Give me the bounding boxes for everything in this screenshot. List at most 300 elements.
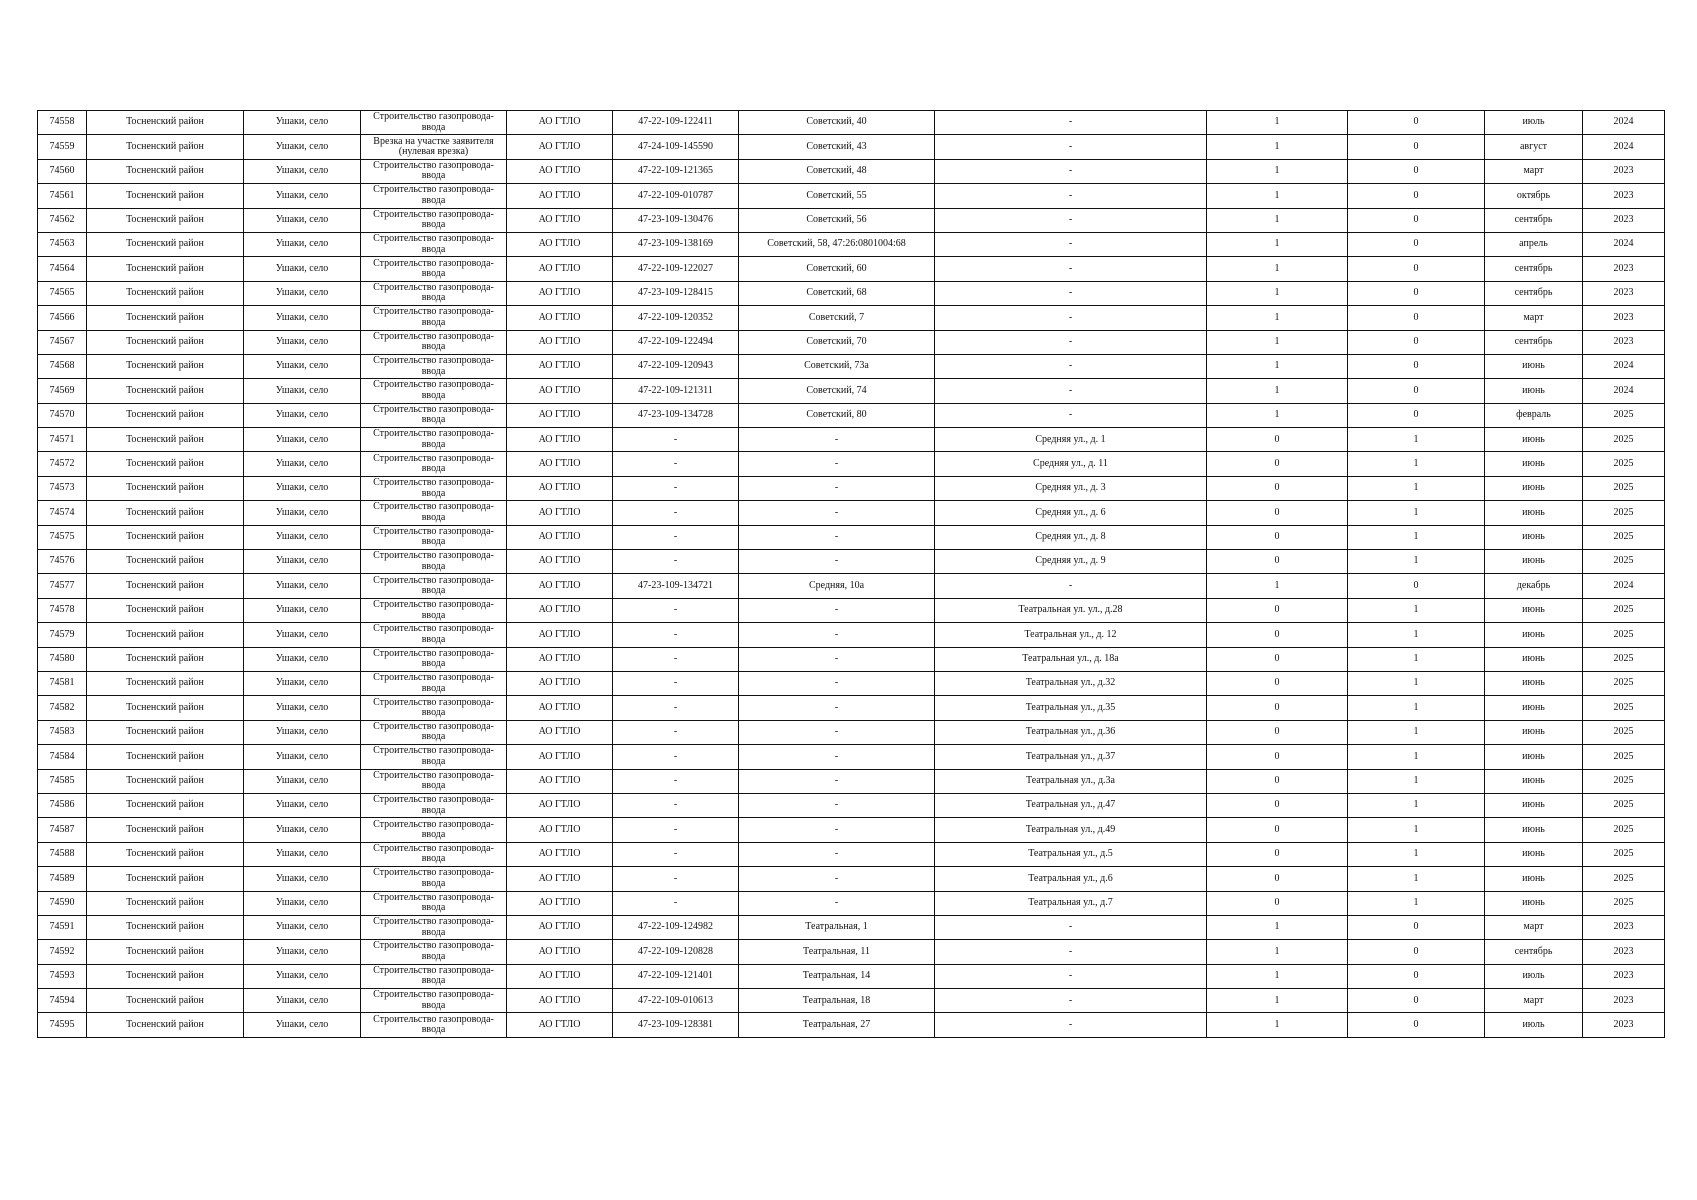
table-row	[38, 135, 1665, 159]
cell-locality: Ушаки, село	[244, 428, 361, 452]
cell-contract-number: -	[613, 842, 739, 866]
cell-locality: Ушаки, село	[244, 671, 361, 695]
cell-contract-number: -	[613, 720, 739, 744]
cell-organization: АО ГТЛО	[507, 428, 613, 452]
cell-month: июнь	[1485, 769, 1583, 793]
cell-locality: Ушаки, село	[244, 696, 361, 720]
cell-planned-address: Средняя ул., д. 11	[935, 452, 1207, 476]
cell-flag-b: 0	[1348, 184, 1485, 208]
cell-flag-b: 0	[1348, 306, 1485, 330]
cell-flag-b: 0	[1348, 111, 1485, 135]
cell-month: июнь	[1485, 598, 1583, 622]
cell-planned-address: Театральная ул., д.49	[935, 818, 1207, 842]
cell-locality: Ушаки, село	[244, 306, 361, 330]
table-row	[38, 354, 1665, 378]
cell-object-address: -	[739, 720, 935, 744]
cell-flag-a: 0	[1207, 428, 1348, 452]
cell-year: 2025	[1583, 793, 1665, 817]
cell-work-type: Строительство газопровода-ввода	[361, 501, 507, 525]
cell-locality: Ушаки, село	[244, 598, 361, 622]
cell-planned-address: -	[935, 257, 1207, 281]
cell-row-number: 74567	[38, 330, 87, 354]
cell-flag-a: 1	[1207, 989, 1348, 1013]
cell-flag-a: 0	[1207, 769, 1348, 793]
cell-locality: Ушаки, село	[244, 330, 361, 354]
cell-row-number: 74570	[38, 403, 87, 427]
cell-locality: Ушаки, село	[244, 940, 361, 964]
cell-contract-number: -	[613, 428, 739, 452]
table-row	[38, 428, 1665, 452]
cell-year: 2025	[1583, 623, 1665, 647]
cell-organization: АО ГТЛО	[507, 574, 613, 598]
cell-planned-address: -	[935, 940, 1207, 964]
cell-month: апрель	[1485, 232, 1583, 256]
cell-contract-number: 47-23-109-130476	[613, 208, 739, 232]
cell-work-type: Строительство газопровода-ввода	[361, 915, 507, 939]
cell-object-address: Советский, 73а	[739, 354, 935, 378]
cell-planned-address: Средняя ул., д. 8	[935, 525, 1207, 549]
cell-locality: Ушаки, село	[244, 769, 361, 793]
cell-locality: Ушаки, село	[244, 623, 361, 647]
cell-month: март	[1485, 989, 1583, 1013]
cell-contract-number: 47-22-109-122027	[613, 257, 739, 281]
cell-district: Тосненский район	[87, 647, 244, 671]
cell-flag-b: 0	[1348, 354, 1485, 378]
cell-year: 2025	[1583, 501, 1665, 525]
cell-organization: АО ГТЛО	[507, 232, 613, 256]
cell-planned-address: Театральная ул., д.6	[935, 867, 1207, 891]
cell-locality: Ушаки, село	[244, 379, 361, 403]
cell-row-number: 74574	[38, 501, 87, 525]
cell-flag-a: 1	[1207, 208, 1348, 232]
cell-organization: АО ГТЛО	[507, 257, 613, 281]
cell-year: 2023	[1583, 159, 1665, 183]
cell-work-type: Строительство газопровода-ввода	[361, 476, 507, 500]
table-row	[38, 720, 1665, 744]
cell-flag-a: 0	[1207, 452, 1348, 476]
cell-planned-address: -	[935, 184, 1207, 208]
cell-planned-address: -	[935, 354, 1207, 378]
cell-work-type: Строительство газопровода-ввода	[361, 379, 507, 403]
cell-work-type: Строительство газопровода-ввода	[361, 403, 507, 427]
cell-object-address: -	[739, 769, 935, 793]
cell-contract-number: 47-22-109-121401	[613, 964, 739, 988]
cell-month: июнь	[1485, 745, 1583, 769]
cell-planned-address: Театральная ул., д.32	[935, 671, 1207, 695]
cell-flag-b: 1	[1348, 501, 1485, 525]
cell-object-address: Средняя, 10а	[739, 574, 935, 598]
cell-month: сентябрь	[1485, 208, 1583, 232]
cell-work-type: Строительство газопровода-ввода	[361, 159, 507, 183]
cell-organization: АО ГТЛО	[507, 989, 613, 1013]
cell-organization: АО ГТЛО	[507, 159, 613, 183]
cell-object-address: Советский, 68	[739, 281, 935, 305]
cell-work-type: Строительство газопровода-ввода	[361, 745, 507, 769]
cell-contract-number: -	[613, 525, 739, 549]
cell-contract-number: -	[613, 550, 739, 574]
cell-locality: Ушаки, село	[244, 964, 361, 988]
cell-contract-number: 47-22-109-124982	[613, 915, 739, 939]
cell-district: Тосненский район	[87, 598, 244, 622]
cell-locality: Ушаки, село	[244, 476, 361, 500]
cell-row-number: 74558	[38, 111, 87, 135]
cell-object-address: -	[739, 501, 935, 525]
table-row	[38, 330, 1665, 354]
cell-row-number: 74575	[38, 525, 87, 549]
cell-month: июнь	[1485, 696, 1583, 720]
cell-contract-number: 47-22-109-122411	[613, 111, 739, 135]
cell-organization: АО ГТЛО	[507, 281, 613, 305]
cell-object-address: Советский, 60	[739, 257, 935, 281]
cell-object-address: Театральная, 18	[739, 989, 935, 1013]
cell-locality: Ушаки, село	[244, 793, 361, 817]
cell-organization: АО ГТЛО	[507, 403, 613, 427]
cell-work-type: Строительство газопровода-ввода	[361, 354, 507, 378]
cell-locality: Ушаки, село	[244, 818, 361, 842]
cell-work-type: Строительство газопровода-ввода	[361, 306, 507, 330]
cell-flag-b: 0	[1348, 281, 1485, 305]
cell-row-number: 74580	[38, 647, 87, 671]
cell-district: Тосненский район	[87, 964, 244, 988]
cell-object-address: -	[739, 550, 935, 574]
cell-work-type: Строительство газопровода-ввода	[361, 574, 507, 598]
cell-month: март	[1485, 915, 1583, 939]
cell-locality: Ушаки, село	[244, 891, 361, 915]
cell-district: Тосненский район	[87, 793, 244, 817]
cell-flag-a: 1	[1207, 111, 1348, 135]
cell-month: сентябрь	[1485, 940, 1583, 964]
cell-flag-b: 1	[1348, 647, 1485, 671]
cell-planned-address: -	[935, 574, 1207, 598]
cell-flag-b: 1	[1348, 891, 1485, 915]
cell-contract-number: -	[613, 696, 739, 720]
cell-organization: АО ГТЛО	[507, 623, 613, 647]
cell-month: июнь	[1485, 842, 1583, 866]
table-row	[38, 281, 1665, 305]
cell-work-type: Строительство газопровода-ввода	[361, 696, 507, 720]
cell-year: 2025	[1583, 403, 1665, 427]
cell-object-address: Театральная, 1	[739, 915, 935, 939]
cell-work-type: Строительство газопровода-ввода	[361, 598, 507, 622]
cell-contract-number: 47-22-109-010613	[613, 989, 739, 1013]
cell-district: Тосненский район	[87, 671, 244, 695]
cell-organization: АО ГТЛО	[507, 769, 613, 793]
cell-contract-number: -	[613, 867, 739, 891]
cell-row-number: 74585	[38, 769, 87, 793]
cell-flag-b: 1	[1348, 745, 1485, 769]
cell-flag-a: 1	[1207, 330, 1348, 354]
cell-flag-b: 0	[1348, 1013, 1485, 1037]
cell-year: 2025	[1583, 671, 1665, 695]
cell-flag-a: 1	[1207, 915, 1348, 939]
cell-row-number: 74591	[38, 915, 87, 939]
cell-year: 2024	[1583, 232, 1665, 256]
cell-flag-b: 1	[1348, 550, 1485, 574]
cell-row-number: 74563	[38, 232, 87, 256]
table-row	[38, 232, 1665, 256]
cell-flag-a: 1	[1207, 257, 1348, 281]
cell-locality: Ушаки, село	[244, 135, 361, 159]
cell-flag-a: 1	[1207, 574, 1348, 598]
cell-year: 2025	[1583, 452, 1665, 476]
cell-organization: АО ГТЛО	[507, 330, 613, 354]
cell-locality: Ушаки, село	[244, 867, 361, 891]
cell-flag-b: 0	[1348, 964, 1485, 988]
cell-work-type: Строительство газопровода-ввода	[361, 257, 507, 281]
cell-object-address: Советский, 70	[739, 330, 935, 354]
cell-organization: АО ГТЛО	[507, 1013, 613, 1037]
cell-planned-address: Театральная ул., д. 12	[935, 623, 1207, 647]
cell-flag-a: 0	[1207, 550, 1348, 574]
cell-flag-b: 1	[1348, 525, 1485, 549]
cell-work-type: Строительство газопровода-ввода	[361, 232, 507, 256]
cell-organization: АО ГТЛО	[507, 208, 613, 232]
cell-planned-address: -	[935, 135, 1207, 159]
cell-flag-a: 1	[1207, 184, 1348, 208]
cell-month: декабрь	[1485, 574, 1583, 598]
table-row	[38, 184, 1665, 208]
table-row	[38, 257, 1665, 281]
cell-flag-a: 0	[1207, 671, 1348, 695]
cell-year: 2025	[1583, 550, 1665, 574]
cell-flag-b: 1	[1348, 720, 1485, 744]
cell-flag-b: 0	[1348, 379, 1485, 403]
cell-row-number: 74587	[38, 818, 87, 842]
cell-district: Тосненский район	[87, 574, 244, 598]
cell-year: 2024	[1583, 574, 1665, 598]
cell-organization: АО ГТЛО	[507, 842, 613, 866]
cell-row-number: 74581	[38, 671, 87, 695]
cell-month: июнь	[1485, 354, 1583, 378]
cell-month: июнь	[1485, 867, 1583, 891]
cell-flag-b: 1	[1348, 769, 1485, 793]
cell-work-type: Строительство газопровода-ввода	[361, 891, 507, 915]
cell-row-number: 74590	[38, 891, 87, 915]
cell-row-number: 74566	[38, 306, 87, 330]
cell-locality: Ушаки, село	[244, 452, 361, 476]
cell-month: сентябрь	[1485, 330, 1583, 354]
cell-object-address: Советский, 56	[739, 208, 935, 232]
cell-work-type: Строительство газопровода-ввода	[361, 842, 507, 866]
cell-row-number: 74572	[38, 452, 87, 476]
table-row	[38, 476, 1665, 500]
cell-contract-number: -	[613, 501, 739, 525]
cell-object-address: Советский, 58, 47:26:0801004:68	[739, 232, 935, 256]
cell-district: Тосненский район	[87, 159, 244, 183]
cell-year: 2025	[1583, 842, 1665, 866]
cell-locality: Ушаки, село	[244, 1013, 361, 1037]
cell-work-type: Строительство газопровода-ввода	[361, 647, 507, 671]
table-row	[38, 867, 1665, 891]
cell-planned-address: -	[935, 1013, 1207, 1037]
cell-row-number: 74593	[38, 964, 87, 988]
cell-district: Тосненский район	[87, 842, 244, 866]
cell-year: 2025	[1583, 598, 1665, 622]
cell-work-type: Строительство газопровода-ввода	[361, 940, 507, 964]
cell-month: март	[1485, 306, 1583, 330]
cell-work-type: Строительство газопровода-ввода	[361, 720, 507, 744]
cell-object-address: -	[739, 671, 935, 695]
cell-organization: АО ГТЛО	[507, 476, 613, 500]
cell-work-type: Строительство газопровода-ввода	[361, 989, 507, 1013]
cell-planned-address: Театральная ул. ул., д.28	[935, 598, 1207, 622]
table-row	[38, 940, 1665, 964]
cell-year: 2023	[1583, 915, 1665, 939]
cell-month: июль	[1485, 111, 1583, 135]
cell-locality: Ушаки, село	[244, 208, 361, 232]
cell-flag-b: 0	[1348, 915, 1485, 939]
table-row	[38, 964, 1665, 988]
cell-flag-a: 1	[1207, 403, 1348, 427]
cell-planned-address: Театральная ул., д.7	[935, 891, 1207, 915]
cell-work-type: Строительство газопровода-ввода	[361, 671, 507, 695]
cell-locality: Ушаки, село	[244, 501, 361, 525]
cell-year: 2025	[1583, 525, 1665, 549]
cell-flag-a: 0	[1207, 818, 1348, 842]
cell-object-address: -	[739, 696, 935, 720]
cell-flag-b: 0	[1348, 574, 1485, 598]
cell-locality: Ушаки, село	[244, 842, 361, 866]
cell-organization: АО ГТЛО	[507, 818, 613, 842]
cell-month: июнь	[1485, 428, 1583, 452]
cell-flag-a: 1	[1207, 354, 1348, 378]
cell-contract-number: 47-23-109-134721	[613, 574, 739, 598]
cell-locality: Ушаки, село	[244, 159, 361, 183]
cell-object-address: Театральная, 14	[739, 964, 935, 988]
cell-planned-address: -	[935, 232, 1207, 256]
cell-year: 2025	[1583, 696, 1665, 720]
cell-object-address: -	[739, 867, 935, 891]
cell-district: Тосненский район	[87, 111, 244, 135]
cell-year: 2023	[1583, 330, 1665, 354]
cell-flag-b: 0	[1348, 257, 1485, 281]
cell-month: июнь	[1485, 793, 1583, 817]
cell-planned-address: Средняя ул., д. 6	[935, 501, 1207, 525]
cell-work-type: Строительство газопровода-ввода	[361, 867, 507, 891]
cell-planned-address: Средняя ул., д. 9	[935, 550, 1207, 574]
cell-contract-number: 47-22-109-121311	[613, 379, 739, 403]
cell-district: Тосненский район	[87, 745, 244, 769]
cell-contract-number: -	[613, 476, 739, 500]
cell-flag-a: 1	[1207, 306, 1348, 330]
cell-month: август	[1485, 135, 1583, 159]
cell-object-address: -	[739, 818, 935, 842]
cell-year: 2025	[1583, 867, 1665, 891]
cell-contract-number: 47-22-109-120352	[613, 306, 739, 330]
table-row	[38, 159, 1665, 183]
cell-flag-a: 0	[1207, 720, 1348, 744]
cell-locality: Ушаки, село	[244, 745, 361, 769]
cell-planned-address: -	[935, 330, 1207, 354]
cell-organization: АО ГТЛО	[507, 793, 613, 817]
cell-planned-address: -	[935, 208, 1207, 232]
cell-month: июнь	[1485, 818, 1583, 842]
cell-flag-a: 0	[1207, 623, 1348, 647]
cell-contract-number: 47-22-109-122494	[613, 330, 739, 354]
cell-year: 2024	[1583, 354, 1665, 378]
cell-organization: АО ГТЛО	[507, 720, 613, 744]
cell-locality: Ушаки, село	[244, 720, 361, 744]
cell-contract-number: -	[613, 671, 739, 695]
cell-organization: АО ГТЛО	[507, 745, 613, 769]
cell-organization: АО ГТЛО	[507, 598, 613, 622]
table-row	[38, 915, 1665, 939]
cell-object-address: -	[739, 793, 935, 817]
cell-flag-b: 1	[1348, 598, 1485, 622]
cell-work-type: Строительство газопровода-ввода	[361, 330, 507, 354]
cell-row-number: 74560	[38, 159, 87, 183]
cell-planned-address: Театральная ул., д. 18а	[935, 647, 1207, 671]
cell-month: октябрь	[1485, 184, 1583, 208]
cell-organization: АО ГТЛО	[507, 550, 613, 574]
cell-planned-address: -	[935, 111, 1207, 135]
cell-organization: АО ГТЛО	[507, 501, 613, 525]
cell-flag-b: 0	[1348, 208, 1485, 232]
cell-flag-b: 0	[1348, 159, 1485, 183]
cell-row-number: 74565	[38, 281, 87, 305]
cell-object-address: Советский, 7	[739, 306, 935, 330]
cell-locality: Ушаки, село	[244, 989, 361, 1013]
table-row	[38, 452, 1665, 476]
table-row	[38, 208, 1665, 232]
cell-object-address: Театральная, 11	[739, 940, 935, 964]
cell-district: Тосненский район	[87, 476, 244, 500]
table-row	[38, 306, 1665, 330]
cell-contract-number: -	[613, 745, 739, 769]
cell-district: Тосненский район	[87, 525, 244, 549]
cell-district: Тосненский район	[87, 135, 244, 159]
cell-object-address: Советский, 40	[739, 111, 935, 135]
cell-year: 2023	[1583, 940, 1665, 964]
cell-work-type: Строительство газопровода-ввода	[361, 793, 507, 817]
cell-row-number: 74569	[38, 379, 87, 403]
table-row	[38, 647, 1665, 671]
cell-year: 2024	[1583, 111, 1665, 135]
cell-planned-address: Театральная ул., д.47	[935, 793, 1207, 817]
cell-flag-a: 1	[1207, 379, 1348, 403]
cell-district: Тосненский район	[87, 452, 244, 476]
cell-month: июнь	[1485, 379, 1583, 403]
cell-object-address: -	[739, 598, 935, 622]
cell-month: июнь	[1485, 891, 1583, 915]
cell-flag-a: 0	[1207, 793, 1348, 817]
cell-planned-address: Театральная ул., д.5	[935, 842, 1207, 866]
cell-month: июнь	[1485, 501, 1583, 525]
cell-planned-address: -	[935, 915, 1207, 939]
cell-month: февраль	[1485, 403, 1583, 427]
cell-locality: Ушаки, село	[244, 111, 361, 135]
cell-flag-a: 0	[1207, 598, 1348, 622]
cell-year: 2023	[1583, 989, 1665, 1013]
cell-work-type: Строительство газопровода-ввода	[361, 550, 507, 574]
cell-work-type: Врезка на участке заявителя (нулевая врезка)	[361, 135, 507, 159]
cell-planned-address: -	[935, 281, 1207, 305]
cell-locality: Ушаки, село	[244, 354, 361, 378]
cell-planned-address: -	[935, 964, 1207, 988]
cell-flag-a: 1	[1207, 940, 1348, 964]
cell-year: 2025	[1583, 428, 1665, 452]
cell-planned-address: Театральная ул., д.36	[935, 720, 1207, 744]
cell-district: Тосненский район	[87, 281, 244, 305]
cell-flag-a: 0	[1207, 696, 1348, 720]
cell-district: Тосненский район	[87, 232, 244, 256]
cell-month: март	[1485, 159, 1583, 183]
cell-locality: Ушаки, село	[244, 550, 361, 574]
cell-contract-number: -	[613, 891, 739, 915]
cell-flag-a: 1	[1207, 232, 1348, 256]
cell-month: июнь	[1485, 623, 1583, 647]
cell-flag-b: 0	[1348, 403, 1485, 427]
